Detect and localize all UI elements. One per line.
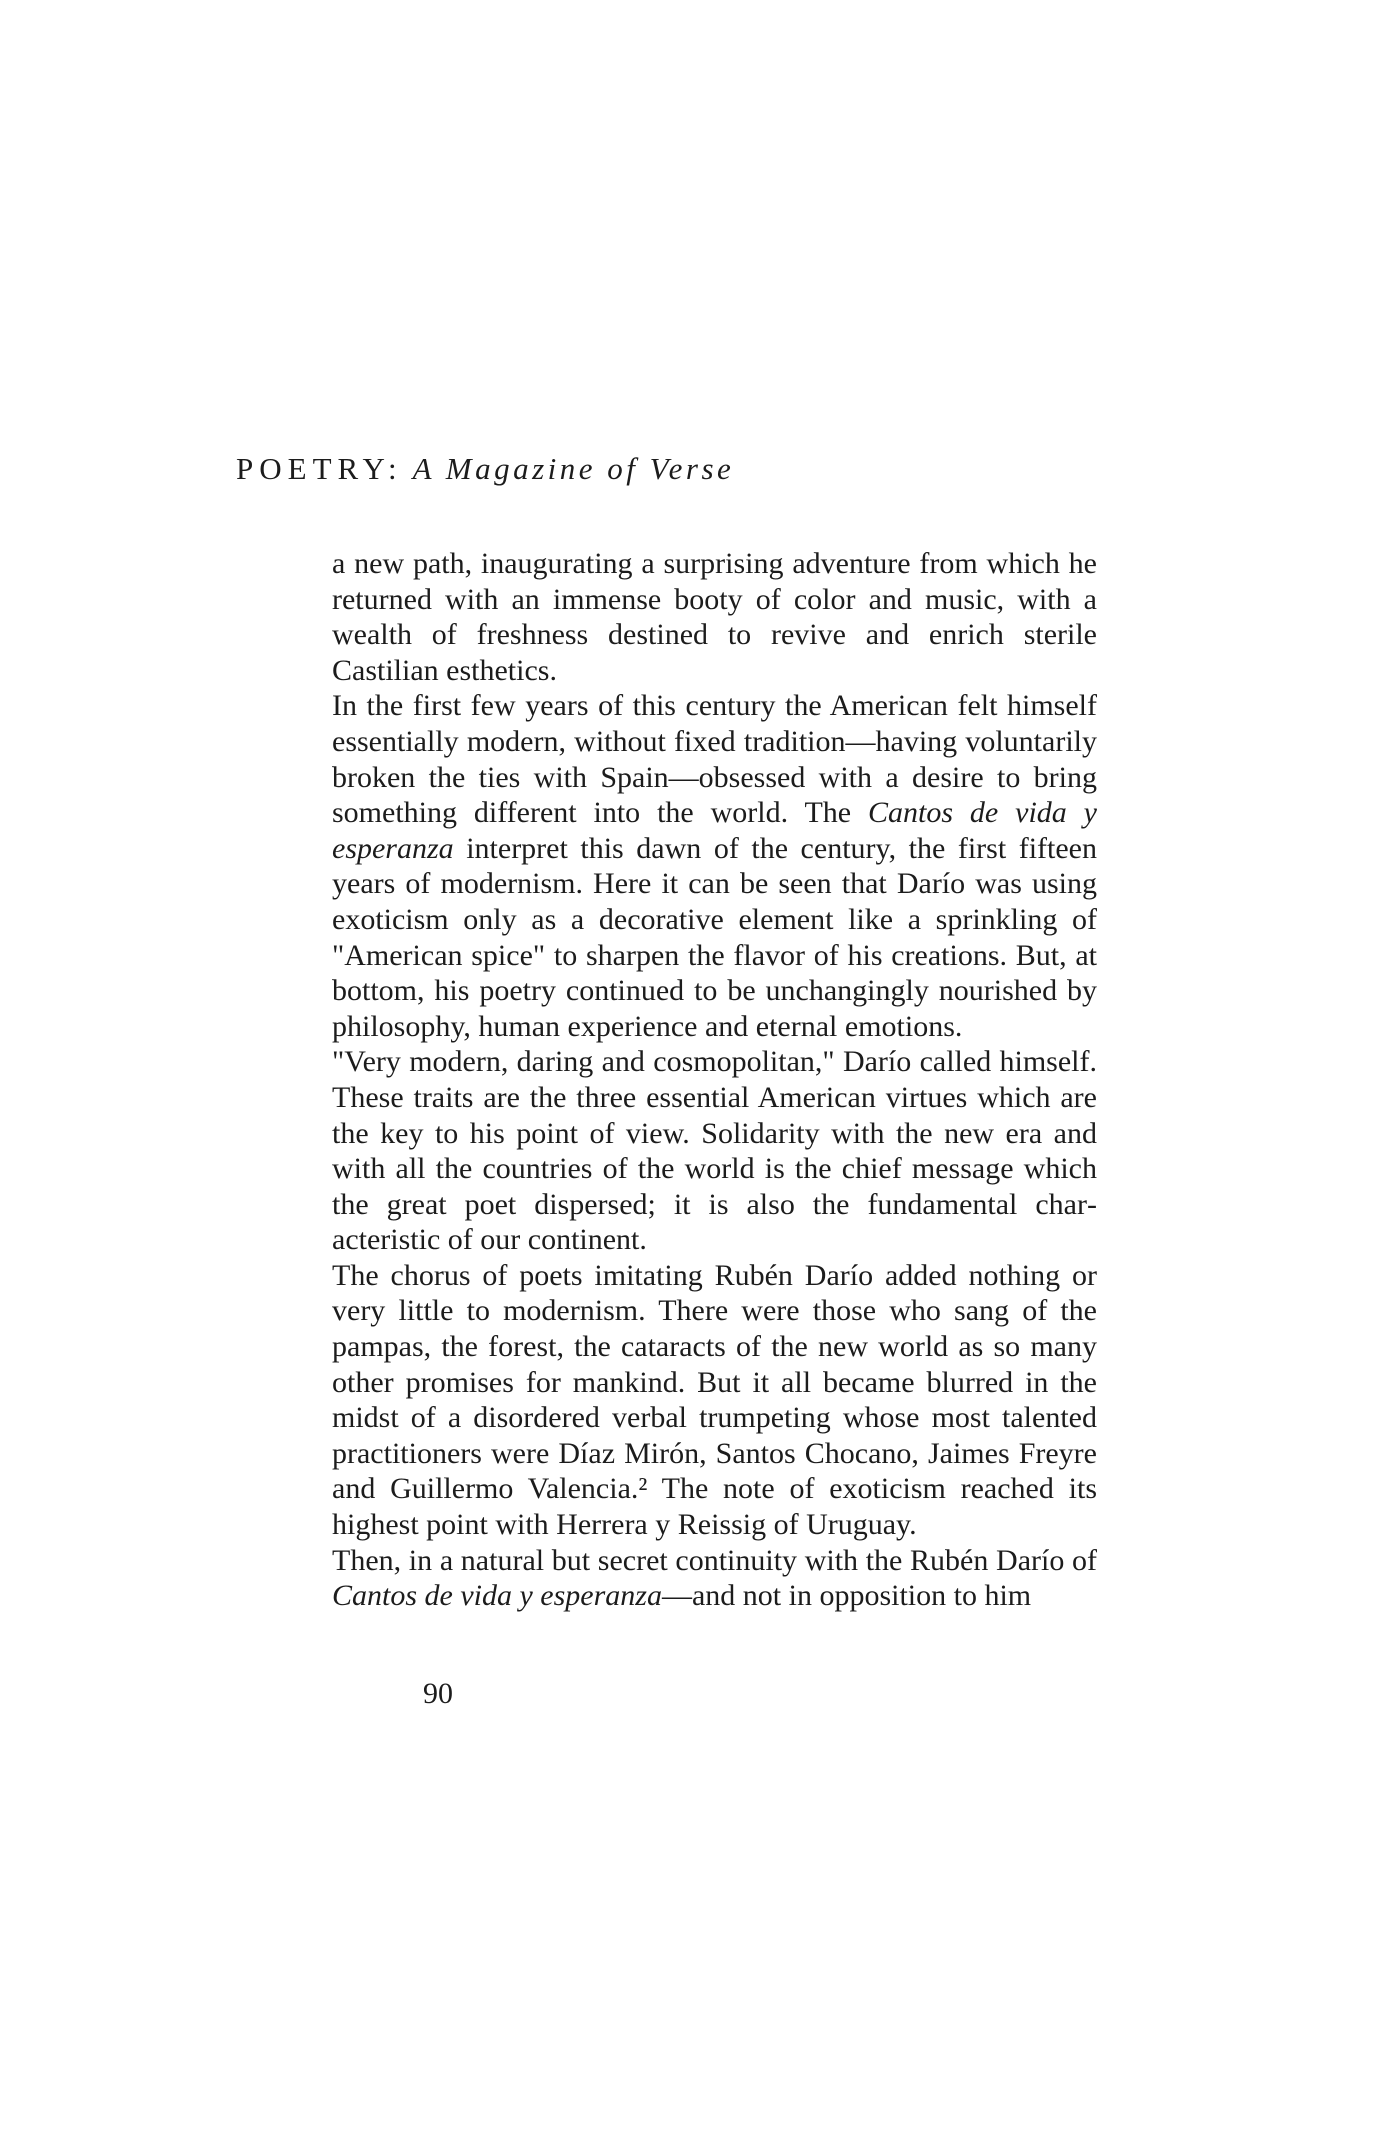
book-title-cantos-2: Cantos de vida y esperanza [332, 1579, 662, 1613]
paragraph-3: "Very modern, daring and cosmopolitan," Darío called himself. These traits are the three essential American virtues which are the key to his point of view. Solidarity with the new era and with all the countries of the world is the chief message which the great poet dispersed; it is also the fundamental characteristic of our continent. [332, 1045, 1097, 1257]
page-number: 90 [423, 1677, 453, 1710]
article-body [332, 546, 1097, 1614]
paragraph-5-text-b: —and not in opposition to him [661, 1579, 1032, 1613]
paragraph-5 [332, 1543, 1097, 1614]
paragraph-2-text-b: interpret this dawn of the century, the first fifteen years of modernism. Here it can be seen that Darío was using exoticism only as a decorative element like a sprinkling of "American spice" to sharpen the flavor of his creations. But, at bottom, his poetry continued to be unchangingly nourished by philosophy, human experience and eternal emotions. [332, 831, 1097, 1043]
paragraph-5-text-a: Then, in a natural but secret continuity with the Rubén Darío of [332, 1543, 1097, 1577]
magazine-title: POETRY: [236, 451, 403, 486]
paragraph-1: a new path, inaugurating a surprising adventure from which he returned with an immense booty of color and music, with a wealth of freshness destined to revive and enrich sterile Castilian esthetics. [332, 547, 1097, 687]
paragraph-2-text-a: In the first few years of this century the American felt himself essentially modern, without fixed tradition—having voluntarily broken the ties with Spain—obsessed with a desire to bring something different into the world. The [332, 689, 1097, 830]
magazine-subtitle: A Magazine of Verse [412, 451, 735, 486]
paragraph-4: The chorus of poets imitating Rubén Darío added nothing or very little to modernism. There were those who sang of the pampas, the forest, the cataracts of the new world as so many other promises for mankind. But it all became blurred in the midst of a disordered verbal trumpeting whose most talented practitioners were Díaz Mirón, Santos Chocano, Jaimes Freyre and Guillermo Valencia.² The note of exoticism reached its highest point with Herrera y Reissig of Uruguay. [332, 1258, 1097, 1542]
running-head [236, 449, 734, 489]
book-title-cantos: Cantos de vida y esperanza [332, 796, 1097, 865]
paragraph-2 [332, 688, 1097, 1044]
